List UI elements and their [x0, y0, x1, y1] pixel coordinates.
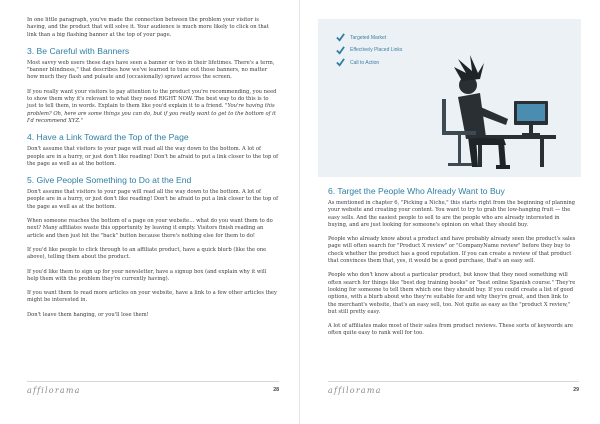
- paragraph: Most savvy web users these days have seen a banner or two in their lifetimes. There's a term, "banner blindness," that describes how we've learned to tune out those banners, no matter how much they flash and pulsate and (occasionally) sprawl across the screen.: [27, 59, 275, 81]
- heading-give-something: 5. Give People Something to Do at the End: [27, 175, 192, 186]
- paragraph: Don't assume that visitors to your page will read all the way down to the bottom. A lot of people are in a hurry, or just don't like reading! Don't be afraid to put a link closer to the top of the page as well as at the bottom.: [27, 146, 279, 167]
- heading-link-top: 4. Have a Link Toward the Top of the Page: [27, 132, 189, 143]
- paragraph: A lot of affiliates make most of their sales from product reviews. These sorts of keywords are often quite easy to rank well for too.: [328, 323, 573, 337]
- right-page-content: [328, 186, 578, 338]
- checklist: [336, 32, 402, 70]
- paragraph: [27, 89, 279, 125]
- affilorama-logo: affilorama: [328, 386, 382, 395]
- paragraph: People who don't know about a particular product, but know that they need something will often search for things like "best dog training books" or "best online Spanish course." They're looking for someone to tell them which one they should buy. If you could create a list of good options, with a blurb about who they're suitable for and why they're great, and then link to the merchant's website, that's an easy sell, too. Not quite as easy as the "product X review," but still pretty easy.: [328, 272, 576, 315]
- heading-target-buyers: 6. Target the People Who Already Want to Buy: [328, 186, 505, 196]
- quote-italic: "You're having this problem? Oh, here are some things you can do, but if you really want to get to the bottom of it I'd recommend XYZ.": [27, 103, 276, 124]
- paragraph: If you want them to read more articles on your website, have a link to a few other articles they might be interested in.: [27, 290, 277, 304]
- paragraph: Don't assume that visitors to your page will read all the way down to the bottom. A lot of people are in a hurry, or just don't like reading! Don't be afraid to put a link closer to the top of the page as well as at the bottom.: [27, 189, 279, 210]
- affilorama-logo: affilorama: [27, 386, 81, 395]
- checklist-label: Effectively Placed Links: [350, 47, 403, 53]
- checkmark-icon: [336, 46, 345, 55]
- paragraph: Don't leave them hanging, or you'll lose them!: [27, 311, 149, 318]
- paragraph: When someone reaches the bottom of a page on your website… what do you want them to do next? Many affiliates waste this opportunity by leaving it empty. Visitors finish reading an article and then just hit the "back" button because there's nothing else for them to do!: [27, 218, 273, 239]
- intro-paragraph: In one little paragraph, you've made the connection between the problem your visitor is having, and the product that will solve it. Your audience is much more likely to click on that link than a big flashing banner at the top of your page.: [27, 17, 269, 38]
- hero-illustration: [318, 19, 581, 177]
- checkmark-icon: [336, 58, 345, 67]
- paragraph-text: If you really want your visitors to pay attention to the product you're recommending, you need to show them why it's relevant to what they need RIGHT NOW. The best way to do this is to just to tell them, in words. Explain to them like you'd explain it to a friend.: [27, 88, 277, 110]
- heading-banners: 3. Be Careful with Banners: [27, 45, 130, 56]
- paragraph: If you'd like people to click through to an affiliate product, have a quick blurb (like the one above), telling them about the product.: [27, 246, 267, 261]
- checklist-item: [336, 57, 402, 68]
- checklist-item: [336, 45, 402, 56]
- paragraph: People who already know about a product and have probably already seen the product's sales page will often search for "Product X review" or "CompanyName review" before they buy to check whether the product has a good reputation. If you can create a review of that product that convinces them that, yes, it would be a good purchase, that's an easy sell.: [328, 236, 576, 265]
- page-number: 28: [273, 387, 279, 393]
- left-footer: [27, 386, 279, 398]
- checklist-label: Call to Action: [350, 59, 380, 66]
- checklist-item: [336, 32, 402, 43]
- paragraph: If you'd like them to sign up for your newsletter, have a signup box (and explain why it will help them with the problem they're currently having).: [27, 268, 267, 282]
- checkmark-icon: [336, 33, 345, 42]
- footer-divider: [27, 381, 279, 382]
- checklist-label: Targeted Market: [350, 34, 387, 41]
- left-page-content: [27, 17, 279, 319]
- paragraph: As mentioned in chapter 6, "Picking a Niche," this starts right from the beginning of planning your website and creating your content. You want to try to grab the low-hanging fruit — the easy sells. And the easiest people to sell to are the people who are already interested in buying, and are just looking for someone's opinion on what they should buy.: [328, 200, 575, 228]
- page-number: 29: [573, 387, 579, 393]
- right-footer: [328, 386, 579, 398]
- footer-divider: [328, 381, 579, 382]
